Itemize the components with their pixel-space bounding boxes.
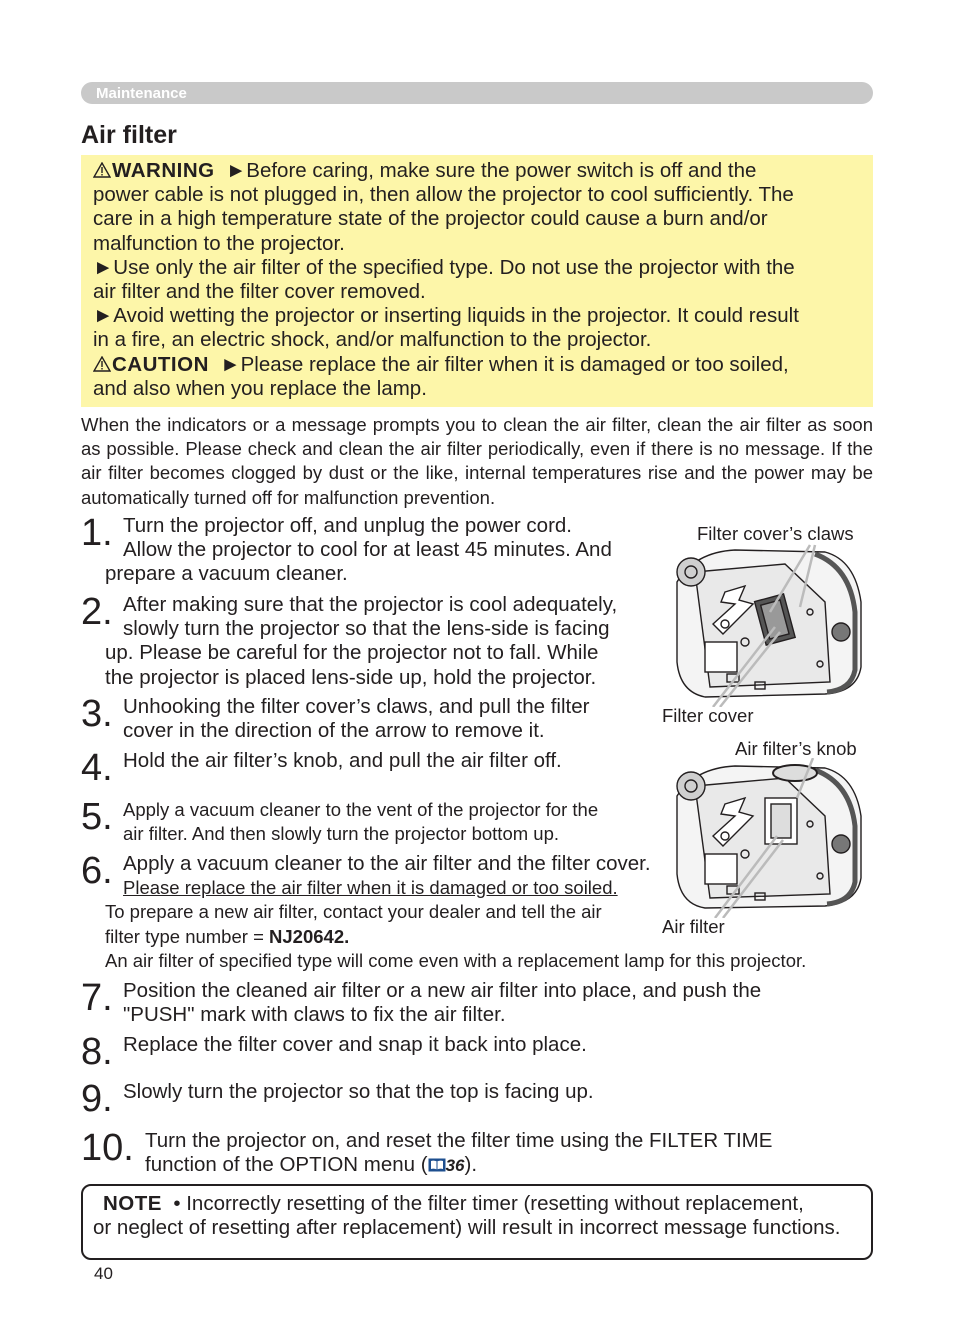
warning-line: power cable is not plugged in, then allow the projector to cool sufficiently. The bbox=[93, 183, 794, 207]
step-number: 8. bbox=[81, 1031, 113, 1073]
step-4 bbox=[81, 747, 562, 789]
figure-caption-filter-cover: Filter cover bbox=[662, 705, 754, 726]
projector-filter-cover-illustration bbox=[665, 542, 875, 707]
step-text: prepare a vacuum cleaner. bbox=[105, 562, 348, 586]
step-text: Apply a vacuum cleaner to the vent of the projector for the bbox=[123, 799, 599, 820]
step-5 bbox=[81, 798, 598, 846]
step-text: Replace the filter cover and snap it back into place. bbox=[123, 1033, 587, 1056]
step-text: filter type number = bbox=[105, 925, 270, 947]
warning-line: malfunction to the projector. bbox=[93, 231, 345, 255]
figure-caption-air-filter-knob: Air filter’s knob bbox=[735, 738, 857, 759]
warning-line: air filter and the filter cover removed. bbox=[93, 280, 426, 304]
step-text: Turn the projector on, and reset the filter time using the FILTER TIME bbox=[145, 1129, 773, 1152]
step-2 bbox=[81, 593, 617, 690]
page-title: Air filter bbox=[81, 121, 177, 149]
step-text: Allow the projector to cool for at least 45 minutes. And bbox=[123, 538, 612, 562]
page-number: 40 bbox=[94, 1264, 113, 1283]
step-number: 1. bbox=[81, 512, 113, 554]
section-header-label: Maintenance bbox=[96, 85, 187, 102]
note-line: or neglect of resetting after replacement) will result in incorrect message functions. bbox=[93, 1216, 841, 1240]
book-reference-icon bbox=[428, 1158, 446, 1172]
caution-line: ►Please replace the air filter when it is damaged or too soiled, bbox=[220, 352, 789, 376]
filter-model-number: NJ20642. bbox=[269, 925, 350, 947]
step-number: 5. bbox=[81, 796, 113, 838]
step-text: Unhooking the filter cover’s claws, and pull the filter bbox=[123, 695, 590, 718]
step-text: air filter. And then slowly turn the projector bottom up. bbox=[123, 823, 560, 845]
note-line: • Incorrectly resetting of the filter timer (resetting without replacement, bbox=[173, 1192, 804, 1215]
step-7 bbox=[81, 979, 761, 1027]
warning-label: WARNING bbox=[112, 159, 215, 182]
note-label: NOTE bbox=[103, 1192, 162, 1215]
step-number: 3. bbox=[81, 693, 113, 735]
step-9 bbox=[81, 1078, 594, 1120]
step-text: cover in the direction of the arrow to remove it. bbox=[123, 719, 545, 743]
step-text: function of the OPTION menu ( bbox=[145, 1153, 428, 1177]
warning-line: ►Before caring, make sure the power switch is off and the bbox=[225, 159, 757, 182]
figure-caption-air-filter: Air filter bbox=[662, 916, 725, 937]
warning-line: ►Use only the air filter of the specified type. Do not use the projector with the bbox=[93, 255, 795, 279]
warning-line: in a fire, an electric shock, and/or malfunction to the projector. bbox=[93, 328, 652, 352]
step-text: up. Please be careful for the projector not to fall. While bbox=[105, 641, 599, 665]
step-text: Turn the projector off, and unplug the power cord. bbox=[123, 514, 572, 537]
caution-triangle-icon bbox=[93, 356, 111, 372]
note-box bbox=[81, 1184, 873, 1260]
step-text: ). bbox=[464, 1153, 478, 1177]
warning-line: ►Avoid wetting the projector or inserting liquids in the projector. It could result bbox=[93, 304, 799, 328]
step-text: "PUSH" mark with claws to fix the air filter. bbox=[123, 1003, 506, 1027]
step-3 bbox=[81, 695, 589, 743]
caution-label: CAUTION bbox=[112, 352, 209, 376]
step-text: the projector is placed lens-side up, hold the projector. bbox=[105, 665, 597, 689]
step-text: Slowly turn the projector so that the top is facing up. bbox=[123, 1080, 594, 1103]
step-10 bbox=[81, 1129, 772, 1178]
warning-line: care in a high temperature state of the projector could cause a burn and/or bbox=[93, 207, 768, 231]
page-reference[interactable]: 36 bbox=[445, 1156, 465, 1176]
step-text: Hold the air filter’s knob, and pull the air filter off. bbox=[123, 749, 562, 772]
step-text: To prepare a new air filter, contact your dealer and tell the air bbox=[105, 901, 602, 923]
figure-caption-filter-cover-claws: Filter cover’s claws bbox=[697, 523, 854, 544]
step-text-underlined: Please replace the air filter when it is damaged or too soiled. bbox=[123, 877, 618, 899]
step-number: 10. bbox=[81, 1127, 134, 1169]
step-text: An air filter of specified type will come even with a replacement lamp for this projector. bbox=[105, 949, 807, 971]
step-number: 4. bbox=[81, 747, 113, 789]
intro-paragraph: When the indicators or a message prompts you to clean the air filter, clean the air filter as soon as possible. Please check and clean the air filter periodically, even if there is no message. If the air filter becomes clogged by dust or the like, internal temperatures rise and the power may be automatically turned off for malfunction prevention. bbox=[81, 414, 873, 508]
step-number: 7. bbox=[81, 977, 113, 1019]
projector-air-filter-illustration bbox=[665, 758, 875, 918]
step-text: slowly turn the projector so that the lens-side is facing bbox=[123, 617, 610, 641]
step-8 bbox=[81, 1031, 587, 1073]
warning-box bbox=[81, 155, 873, 407]
caution-line: and also when you replace the lamp. bbox=[93, 376, 427, 400]
step-number: 2. bbox=[81, 591, 113, 633]
step-number: 6. bbox=[81, 850, 113, 892]
step-1 bbox=[81, 514, 612, 587]
warning-triangle-icon bbox=[93, 162, 111, 178]
step-text: Apply a vacuum cleaner to the air filter and the filter cover. bbox=[123, 852, 651, 875]
section-header-bar bbox=[81, 82, 873, 104]
step-text: Position the cleaned air filter or a new air filter into place, and push the bbox=[123, 979, 762, 1002]
step-text: After making sure that the projector is cool adequately, bbox=[123, 593, 618, 616]
step-number: 9. bbox=[81, 1078, 113, 1120]
